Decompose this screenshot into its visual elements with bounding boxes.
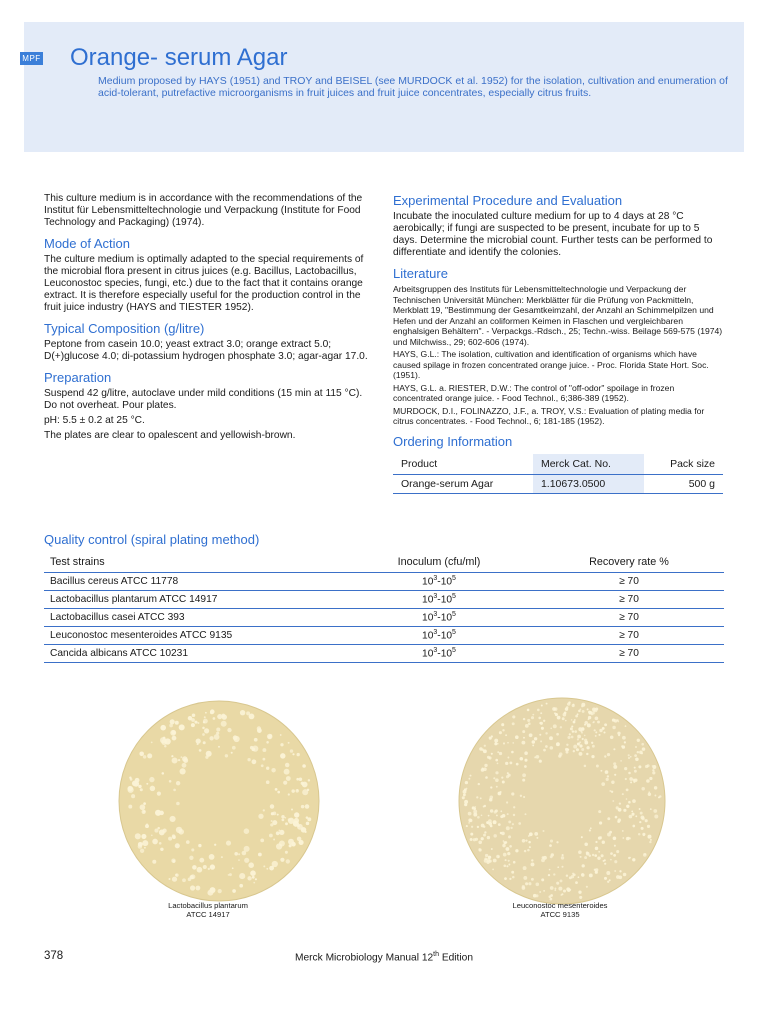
composition-heading: Typical Composition (g/litre) xyxy=(44,321,205,336)
qc-inoculum-base: 10 xyxy=(422,612,434,624)
qc-table-row xyxy=(44,609,724,627)
qc-table-row xyxy=(44,573,724,591)
page-title: Orange- serum Agar xyxy=(70,44,288,71)
left-intro: This culture medium is in accordance with the recommendations of the Institut für Lebensmitteltechnologie und Verpackung (Institute for Food Technology and Packaging) (1974). xyxy=(44,193,363,228)
qc-table xyxy=(44,552,724,663)
quality-control-section xyxy=(44,532,724,663)
page-number: 378 xyxy=(44,950,64,962)
order-header-product: Product xyxy=(393,454,533,475)
petri-dish-lactobacillus-plantarum xyxy=(118,700,320,902)
header-intro: Medium proposed by HAYS (1951) and TROY and BEISEL (see MURDOCK et al. 1952) for the isolation, cultivation and enumeration of acid-tolerant, putrefactive microorganisms in fruit juices and fruit juice concentrates, especially citrus fruits. xyxy=(98,75,728,99)
qc-header-inoculum: Inoculum (cfu/ml) xyxy=(344,552,534,573)
qc-inoculum-base: 10 xyxy=(422,648,434,660)
mode-of-action-heading: Mode of Action xyxy=(44,236,130,251)
qc-strain: Lactobacillus casei ATCC 393 xyxy=(44,609,344,627)
qc-inoculum xyxy=(344,645,534,663)
qc-inoculum-exp1: 3 xyxy=(433,593,438,601)
qc-header-recovery: Recovery rate % xyxy=(534,552,724,573)
plate-caption-left xyxy=(108,901,308,919)
preparation-text: Suspend 42 g/litre, autoclave under mild conditions (15 min at 115 °C). Do not overheat. Pour plates. xyxy=(44,388,363,411)
footer-text-sup: th xyxy=(433,951,439,958)
qc-inoculum-exp2: 5 xyxy=(452,611,456,619)
qc-inoculum xyxy=(344,591,534,609)
qc-recovery: ≥ 70 xyxy=(534,645,724,663)
order-product: Orange-serum Agar xyxy=(393,474,533,493)
literature-item: Arbeitsgruppen des Instituts für Lebensmitteltechnologie und Verpackung der Technischen Universität München: Merkblätter für die Prüfung von Packmitteln, Merkblatt 19, "Bestimmung der Gesamtkeimzahl, der Anzahl an Schimmelpilzen und Hefen und der Anzahl an coliformen Keimen in Flaschen und vergleichbaren enghalsigen Behältern". - Verpackgs.-Rdsch., 25; Techn.-wiss. Beilage 569-575 (1974) und Milchwiss., 29; 602-606 (1974). xyxy=(393,284,723,347)
qc-strain: Leuconostoc mesenteroides ATCC 9135 xyxy=(44,627,344,645)
order-header-pack: Pack size xyxy=(644,454,723,475)
qc-inoculum xyxy=(344,573,534,591)
qc-inoculum-exp2: 5 xyxy=(452,629,456,637)
qc-inoculum-exp2: 5 xyxy=(452,575,456,583)
mpf-badge: MPF xyxy=(20,52,43,65)
preparation-heading: Preparation xyxy=(44,370,112,385)
literature-heading: Literature xyxy=(393,266,448,281)
footer-text-end: Edition xyxy=(439,952,473,964)
qc-inoculum-sep: -10 xyxy=(437,630,453,642)
qc-inoculum-exp1: 3 xyxy=(433,611,438,619)
footer-edition xyxy=(0,951,768,963)
right-column xyxy=(393,193,724,494)
plate-caption-right xyxy=(460,901,660,919)
plate-caption-right-line2: ATCC 9135 xyxy=(540,910,580,919)
qc-header-strain: Test strains xyxy=(44,552,344,573)
plate-caption-right-line1: Leuconostoc mesenteroides xyxy=(512,901,608,910)
qc-table-row xyxy=(44,591,724,609)
qc-inoculum xyxy=(344,627,534,645)
qc-inoculum-exp1: 3 xyxy=(433,575,438,583)
qc-inoculum-exp2: 5 xyxy=(452,593,456,601)
qc-strain: Bacillus cereus ATCC 11778 xyxy=(44,573,344,591)
literature-item: MURDOCK, D.I., FOLINAZZO, J.F., a. TROY, V.S.: Evaluation of plating media for citrus concentrates. - Food Technol., 6; 181-185 (1952). xyxy=(393,405,705,426)
qc-heading: Quality control (spiral plating method) xyxy=(44,532,260,547)
experimental-heading: Experimental Procedure and Evaluation xyxy=(393,193,623,208)
ordering-heading: Ordering Information xyxy=(393,433,513,449)
qc-inoculum-sep: -10 xyxy=(437,594,453,606)
qc-inoculum xyxy=(344,609,534,627)
order-cat-no: 1.10673.0500 xyxy=(533,474,644,493)
qc-recovery: ≥ 70 xyxy=(534,573,724,591)
qc-inoculum-exp1: 3 xyxy=(433,629,438,637)
qc-inoculum-base: 10 xyxy=(422,594,434,606)
qc-strain: Lactobacillus plantarum ATCC 14917 xyxy=(44,591,344,609)
plates-text: The plates are clear to opalescent and yellowish-brown. xyxy=(44,430,296,441)
qc-recovery: ≥ 70 xyxy=(534,609,724,627)
plate-caption-left-line1: Lactobacillus plantarum xyxy=(168,901,248,910)
qc-table-row xyxy=(44,627,724,645)
ph-text: pH: 5.5 ± 0.2 at 25 °C. xyxy=(44,415,145,426)
order-pack-size: 500 g xyxy=(644,474,723,493)
literature-list xyxy=(393,284,724,427)
qc-inoculum-exp2: 5 xyxy=(452,647,456,655)
qc-inoculum-base: 10 xyxy=(422,630,434,642)
literature-item: HAYS, G.L.: The isolation, cultivation and identification of organisms which have caused spilage in frozen concentrated orange juice. - Proc. Florida State Hort. Soc. (1951). xyxy=(393,349,709,380)
qc-table-row xyxy=(44,645,724,663)
left-column xyxy=(44,193,374,445)
footer-text-main: Merck Microbiology Manual 12 xyxy=(295,952,434,964)
mode-of-action-text: The culture medium is optimally adapted to the special requirements of the microbial flora present in citrus juices (e.g. Bacillus, Lactobacillus, Leuconostoc species, fungi, etc.) due to the fact that it contains orange extract. It is therefore especially useful for the production control in the fruit juice industry (HAYS and TIESTER 1952). xyxy=(44,254,364,313)
plate-caption-left-line2: ATCC 14917 xyxy=(186,910,230,919)
petri-dish-leuconostoc-mesenteroides xyxy=(458,697,666,905)
experimental-text: Incubate the inoculated culture medium for up to 4 days at 28 °C aerobically; if fungi are suspected to be present, incubate for up to 5 days. Determine the microbial count. Further tests can be performed to differentiate and identify the colonies. xyxy=(393,211,713,258)
qc-inoculum-sep: -10 xyxy=(437,612,453,624)
qc-strain: Cancida albicans ATCC 10231 xyxy=(44,645,344,663)
qc-inoculum-sep: -10 xyxy=(437,576,453,588)
qc-inoculum-exp1: 3 xyxy=(433,647,438,655)
qc-inoculum-base: 10 xyxy=(422,576,434,588)
order-header-cat: Merck Cat. No. xyxy=(533,454,644,475)
composition-text: Peptone from casein 10.0; yeast extract 3.0; orange extract 5.0; D(+)glucose 4.0; di-potassium hydrogen phosphate 3.0; agar-agar 17.0. xyxy=(44,339,368,362)
qc-inoculum-sep: -10 xyxy=(437,648,453,660)
qc-recovery: ≥ 70 xyxy=(534,627,724,645)
literature-item: HAYS, G.L. a. RIESTER, D.W.: The control of "off-odor" spoilage in frozen concentrated orange juice. - Food Technol., 6;386-389 (1952). xyxy=(393,382,675,403)
qc-recovery: ≥ 70 xyxy=(534,591,724,609)
ordering-table xyxy=(393,454,723,494)
